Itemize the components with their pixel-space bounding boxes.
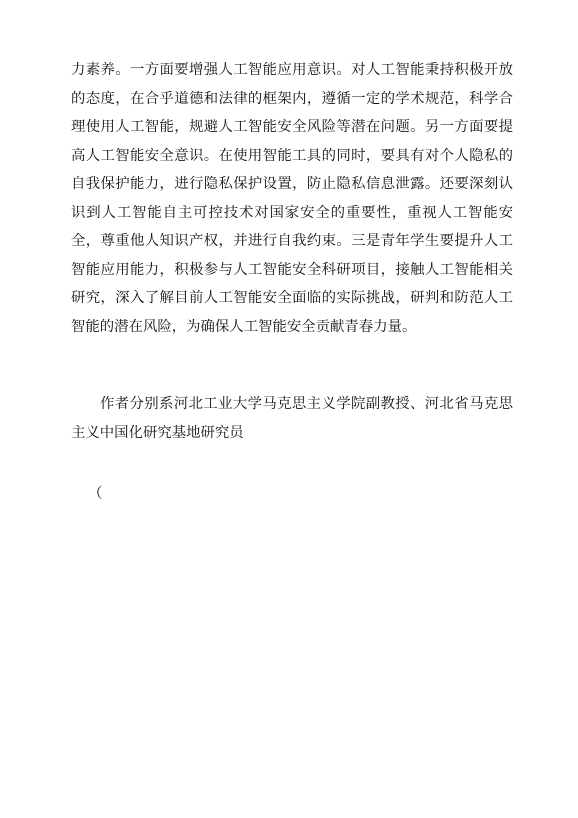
author-note: 作者分别系河北工业大学马克思主义学院副教授、河北省马克思主义中国化研究基地研究员 [71,396,513,441]
stray-parenthesis: （ [88,486,103,502]
body-paragraph: 力素养。一方面要增强人工智能应用意识。对人工智能秉持积极开放的态度，在合乎道德和法律的框架内，遵循一定的学术规范，科学合理使用人工智能，规避人工智能安全风险等潜在问题。另一方面要提高人工智能安全意识。在使用智能工具的同时，要具有对个人隐私的自我保护能力，进行隐私保护设置，防止隐私信息泄露。还要深刻认识到人工智能自主可控技术对国家安全的重要性，重视人工智能安全，尊重他人知识产权，并进行自我约束。三是青年学生要提升人工智能应用能力，积极参与人工智能安全科研项目，接触人工智能相关研究，深入了解目前人工智能安全面临的实际挑战，研判和防范人工智能的潜在风险，为确保人工智能安全贡献青春力量。 [71,62,513,335]
